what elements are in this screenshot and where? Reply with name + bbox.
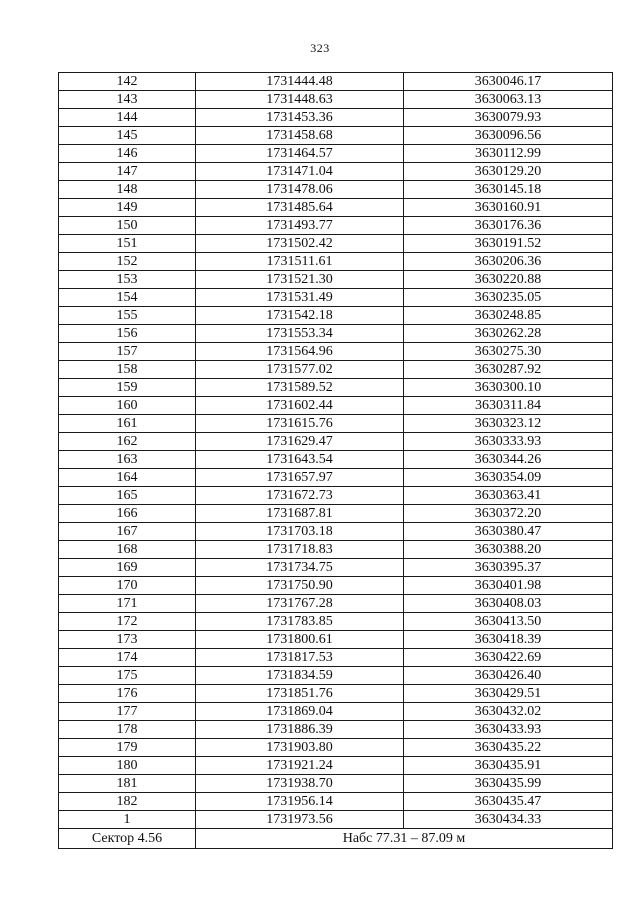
table-row: [59, 811, 613, 829]
table-row: [59, 217, 613, 235]
y-coordinate-cell: 3630079.93: [404, 109, 613, 127]
y-coordinate-cell: 3630275.30: [404, 343, 613, 361]
x-coordinate-cell: 1731502.42: [196, 235, 404, 253]
y-coordinate-cell: 3630176.36: [404, 217, 613, 235]
point-number-cell: 166: [59, 505, 196, 523]
table-row: [59, 523, 613, 541]
x-coordinate-cell: 1731577.02: [196, 361, 404, 379]
x-coordinate-cell: 1731602.44: [196, 397, 404, 415]
y-coordinate-cell: 3630160.91: [404, 199, 613, 217]
table-row: [59, 505, 613, 523]
point-number-cell: 145: [59, 127, 196, 145]
table-row: [59, 109, 613, 127]
x-coordinate-cell: 1731672.73: [196, 487, 404, 505]
point-number-cell: 159: [59, 379, 196, 397]
y-coordinate-cell: 3630344.26: [404, 451, 613, 469]
point-number-cell: 152: [59, 253, 196, 271]
table-row: [59, 253, 613, 271]
x-coordinate-cell: 1731687.81: [196, 505, 404, 523]
point-number-cell: 178: [59, 721, 196, 739]
x-coordinate-cell: 1731643.54: [196, 451, 404, 469]
x-coordinate-cell: 1731921.24: [196, 757, 404, 775]
point-number-cell: 175: [59, 667, 196, 685]
point-number-cell: 161: [59, 415, 196, 433]
y-coordinate-cell: 3630206.36: [404, 253, 613, 271]
table-row: [59, 289, 613, 307]
table-row: [59, 91, 613, 109]
table-row: [59, 451, 613, 469]
point-number-cell: 174: [59, 649, 196, 667]
y-coordinate-cell: 3630408.03: [404, 595, 613, 613]
x-coordinate-cell: 1731453.36: [196, 109, 404, 127]
x-coordinate-cell: 1731834.59: [196, 667, 404, 685]
table-row: [59, 649, 613, 667]
x-coordinate-cell: 1731851.76: [196, 685, 404, 703]
table-row: [59, 487, 613, 505]
y-coordinate-cell: 3630388.20: [404, 541, 613, 559]
x-coordinate-cell: 1731444.48: [196, 73, 404, 91]
sector-label: Сектор 4.56: [59, 829, 196, 849]
table-row: [59, 325, 613, 343]
y-coordinate-cell: 3630063.13: [404, 91, 613, 109]
table-row: [59, 595, 613, 613]
point-number-cell: 142: [59, 73, 196, 91]
point-number-cell: 144: [59, 109, 196, 127]
table-row: [59, 631, 613, 649]
point-number-cell: 165: [59, 487, 196, 505]
point-number-cell: 157: [59, 343, 196, 361]
coordinates-table: [58, 72, 613, 849]
y-coordinate-cell: 3630311.84: [404, 397, 613, 415]
y-coordinate-cell: 3630300.10: [404, 379, 613, 397]
table-row: [59, 163, 613, 181]
y-coordinate-cell: 3630435.99: [404, 775, 613, 793]
point-number-cell: 150: [59, 217, 196, 235]
table-row: [59, 361, 613, 379]
point-number-cell: 173: [59, 631, 196, 649]
point-number-cell: 181: [59, 775, 196, 793]
x-coordinate-cell: 1731750.90: [196, 577, 404, 595]
table-row: [59, 775, 613, 793]
table-row: [59, 577, 613, 595]
y-coordinate-cell: 3630096.56: [404, 127, 613, 145]
x-coordinate-cell: 1731657.97: [196, 469, 404, 487]
coordinates-table-body: [59, 73, 613, 829]
point-number-cell: 143: [59, 91, 196, 109]
x-coordinate-cell: 1731800.61: [196, 631, 404, 649]
table-row: [59, 379, 613, 397]
table-row: [59, 613, 613, 631]
y-coordinate-cell: 3630323.12: [404, 415, 613, 433]
table-row: [59, 307, 613, 325]
x-coordinate-cell: 1731471.04: [196, 163, 404, 181]
y-coordinate-cell: 3630220.88: [404, 271, 613, 289]
x-coordinate-cell: 1731478.06: [196, 181, 404, 199]
x-coordinate-cell: 1731956.14: [196, 793, 404, 811]
x-coordinate-cell: 1731485.64: [196, 199, 404, 217]
table-row: [59, 433, 613, 451]
y-coordinate-cell: 3630129.20: [404, 163, 613, 181]
point-number-cell: 147: [59, 163, 196, 181]
table-row: [59, 685, 613, 703]
x-coordinate-cell: 1731903.80: [196, 739, 404, 757]
point-number-cell: 153: [59, 271, 196, 289]
point-number-cell: 155: [59, 307, 196, 325]
point-number-cell: 179: [59, 739, 196, 757]
point-number-cell: 176: [59, 685, 196, 703]
table-row: [59, 721, 613, 739]
y-coordinate-cell: 3630435.47: [404, 793, 613, 811]
x-coordinate-cell: 1731938.70: [196, 775, 404, 793]
y-coordinate-cell: 3630248.85: [404, 307, 613, 325]
x-coordinate-cell: 1731615.76: [196, 415, 404, 433]
table-row: [59, 397, 613, 415]
point-number-cell: 1: [59, 811, 196, 829]
y-coordinate-cell: 3630380.47: [404, 523, 613, 541]
table-row: [59, 343, 613, 361]
point-number-cell: 163: [59, 451, 196, 469]
point-number-cell: 169: [59, 559, 196, 577]
point-number-cell: 177: [59, 703, 196, 721]
y-coordinate-cell: 3630435.22: [404, 739, 613, 757]
y-coordinate-cell: 3630191.52: [404, 235, 613, 253]
x-coordinate-cell: 1731869.04: [196, 703, 404, 721]
point-number-cell: 168: [59, 541, 196, 559]
y-coordinate-cell: 3630235.05: [404, 289, 613, 307]
y-coordinate-cell: 3630333.93: [404, 433, 613, 451]
x-coordinate-cell: 1731629.47: [196, 433, 404, 451]
y-coordinate-cell: 3630433.93: [404, 721, 613, 739]
y-coordinate-cell: 3630434.33: [404, 811, 613, 829]
table-row: [59, 73, 613, 91]
y-coordinate-cell: 3630395.37: [404, 559, 613, 577]
point-number-cell: 160: [59, 397, 196, 415]
y-coordinate-cell: 3630262.28: [404, 325, 613, 343]
x-coordinate-cell: 1731783.85: [196, 613, 404, 631]
x-coordinate-cell: 1731448.63: [196, 91, 404, 109]
x-coordinate-cell: 1731734.75: [196, 559, 404, 577]
point-number-cell: 162: [59, 433, 196, 451]
x-coordinate-cell: 1731817.53: [196, 649, 404, 667]
point-number-cell: 172: [59, 613, 196, 631]
point-number-cell: 171: [59, 595, 196, 613]
x-coordinate-cell: 1731703.18: [196, 523, 404, 541]
point-number-cell: 167: [59, 523, 196, 541]
point-number-cell: 156: [59, 325, 196, 343]
table-row: [59, 127, 613, 145]
x-coordinate-cell: 1731493.77: [196, 217, 404, 235]
sector-footer-row: [59, 829, 613, 849]
x-coordinate-cell: 1731464.57: [196, 145, 404, 163]
table-row: [59, 199, 613, 217]
x-coordinate-cell: 1731521.30: [196, 271, 404, 289]
x-coordinate-cell: 1731553.34: [196, 325, 404, 343]
y-coordinate-cell: 3630418.39: [404, 631, 613, 649]
x-coordinate-cell: 1731564.96: [196, 343, 404, 361]
x-coordinate-cell: 1731718.83: [196, 541, 404, 559]
x-coordinate-cell: 1731886.39: [196, 721, 404, 739]
table-row: [59, 145, 613, 163]
x-coordinate-cell: 1731511.61: [196, 253, 404, 271]
y-coordinate-cell: 3630287.92: [404, 361, 613, 379]
x-coordinate-cell: 1731531.49: [196, 289, 404, 307]
y-coordinate-cell: 3630429.51: [404, 685, 613, 703]
table-row: [59, 415, 613, 433]
y-coordinate-cell: 3630372.20: [404, 505, 613, 523]
point-number-cell: 154: [59, 289, 196, 307]
y-coordinate-cell: 3630145.18: [404, 181, 613, 199]
x-coordinate-cell: 1731458.68: [196, 127, 404, 145]
table-row: [59, 757, 613, 775]
y-coordinate-cell: 3630432.02: [404, 703, 613, 721]
point-number-cell: 164: [59, 469, 196, 487]
point-number-cell: 182: [59, 793, 196, 811]
point-number-cell: 149: [59, 199, 196, 217]
y-coordinate-cell: 3630422.69: [404, 649, 613, 667]
y-coordinate-cell: 3630354.09: [404, 469, 613, 487]
table-row: [59, 469, 613, 487]
point-number-cell: 146: [59, 145, 196, 163]
x-coordinate-cell: 1731542.18: [196, 307, 404, 325]
table-row: [59, 559, 613, 577]
y-coordinate-cell: 3630363.41: [404, 487, 613, 505]
x-coordinate-cell: 1731589.52: [196, 379, 404, 397]
table-row: [59, 235, 613, 253]
table-row: [59, 271, 613, 289]
point-number-cell: 170: [59, 577, 196, 595]
point-number-cell: 148: [59, 181, 196, 199]
table-row: [59, 667, 613, 685]
x-coordinate-cell: 1731973.56: [196, 811, 404, 829]
x-coordinate-cell: 1731767.28: [196, 595, 404, 613]
y-coordinate-cell: 3630046.17: [404, 73, 613, 91]
y-coordinate-cell: 3630435.91: [404, 757, 613, 775]
table-row: [59, 793, 613, 811]
y-coordinate-cell: 3630112.99: [404, 145, 613, 163]
point-number-cell: 151: [59, 235, 196, 253]
table-row: [59, 181, 613, 199]
height-range: Набс 77.31 – 87.09 м: [196, 829, 613, 849]
table-row: [59, 703, 613, 721]
y-coordinate-cell: 3630401.98: [404, 577, 613, 595]
table-row: [59, 541, 613, 559]
y-coordinate-cell: 3630426.40: [404, 667, 613, 685]
y-coordinate-cell: 3630413.50: [404, 613, 613, 631]
point-number-cell: 180: [59, 757, 196, 775]
table-row: [59, 739, 613, 757]
page-number: 323: [310, 41, 330, 55]
point-number-cell: 158: [59, 361, 196, 379]
